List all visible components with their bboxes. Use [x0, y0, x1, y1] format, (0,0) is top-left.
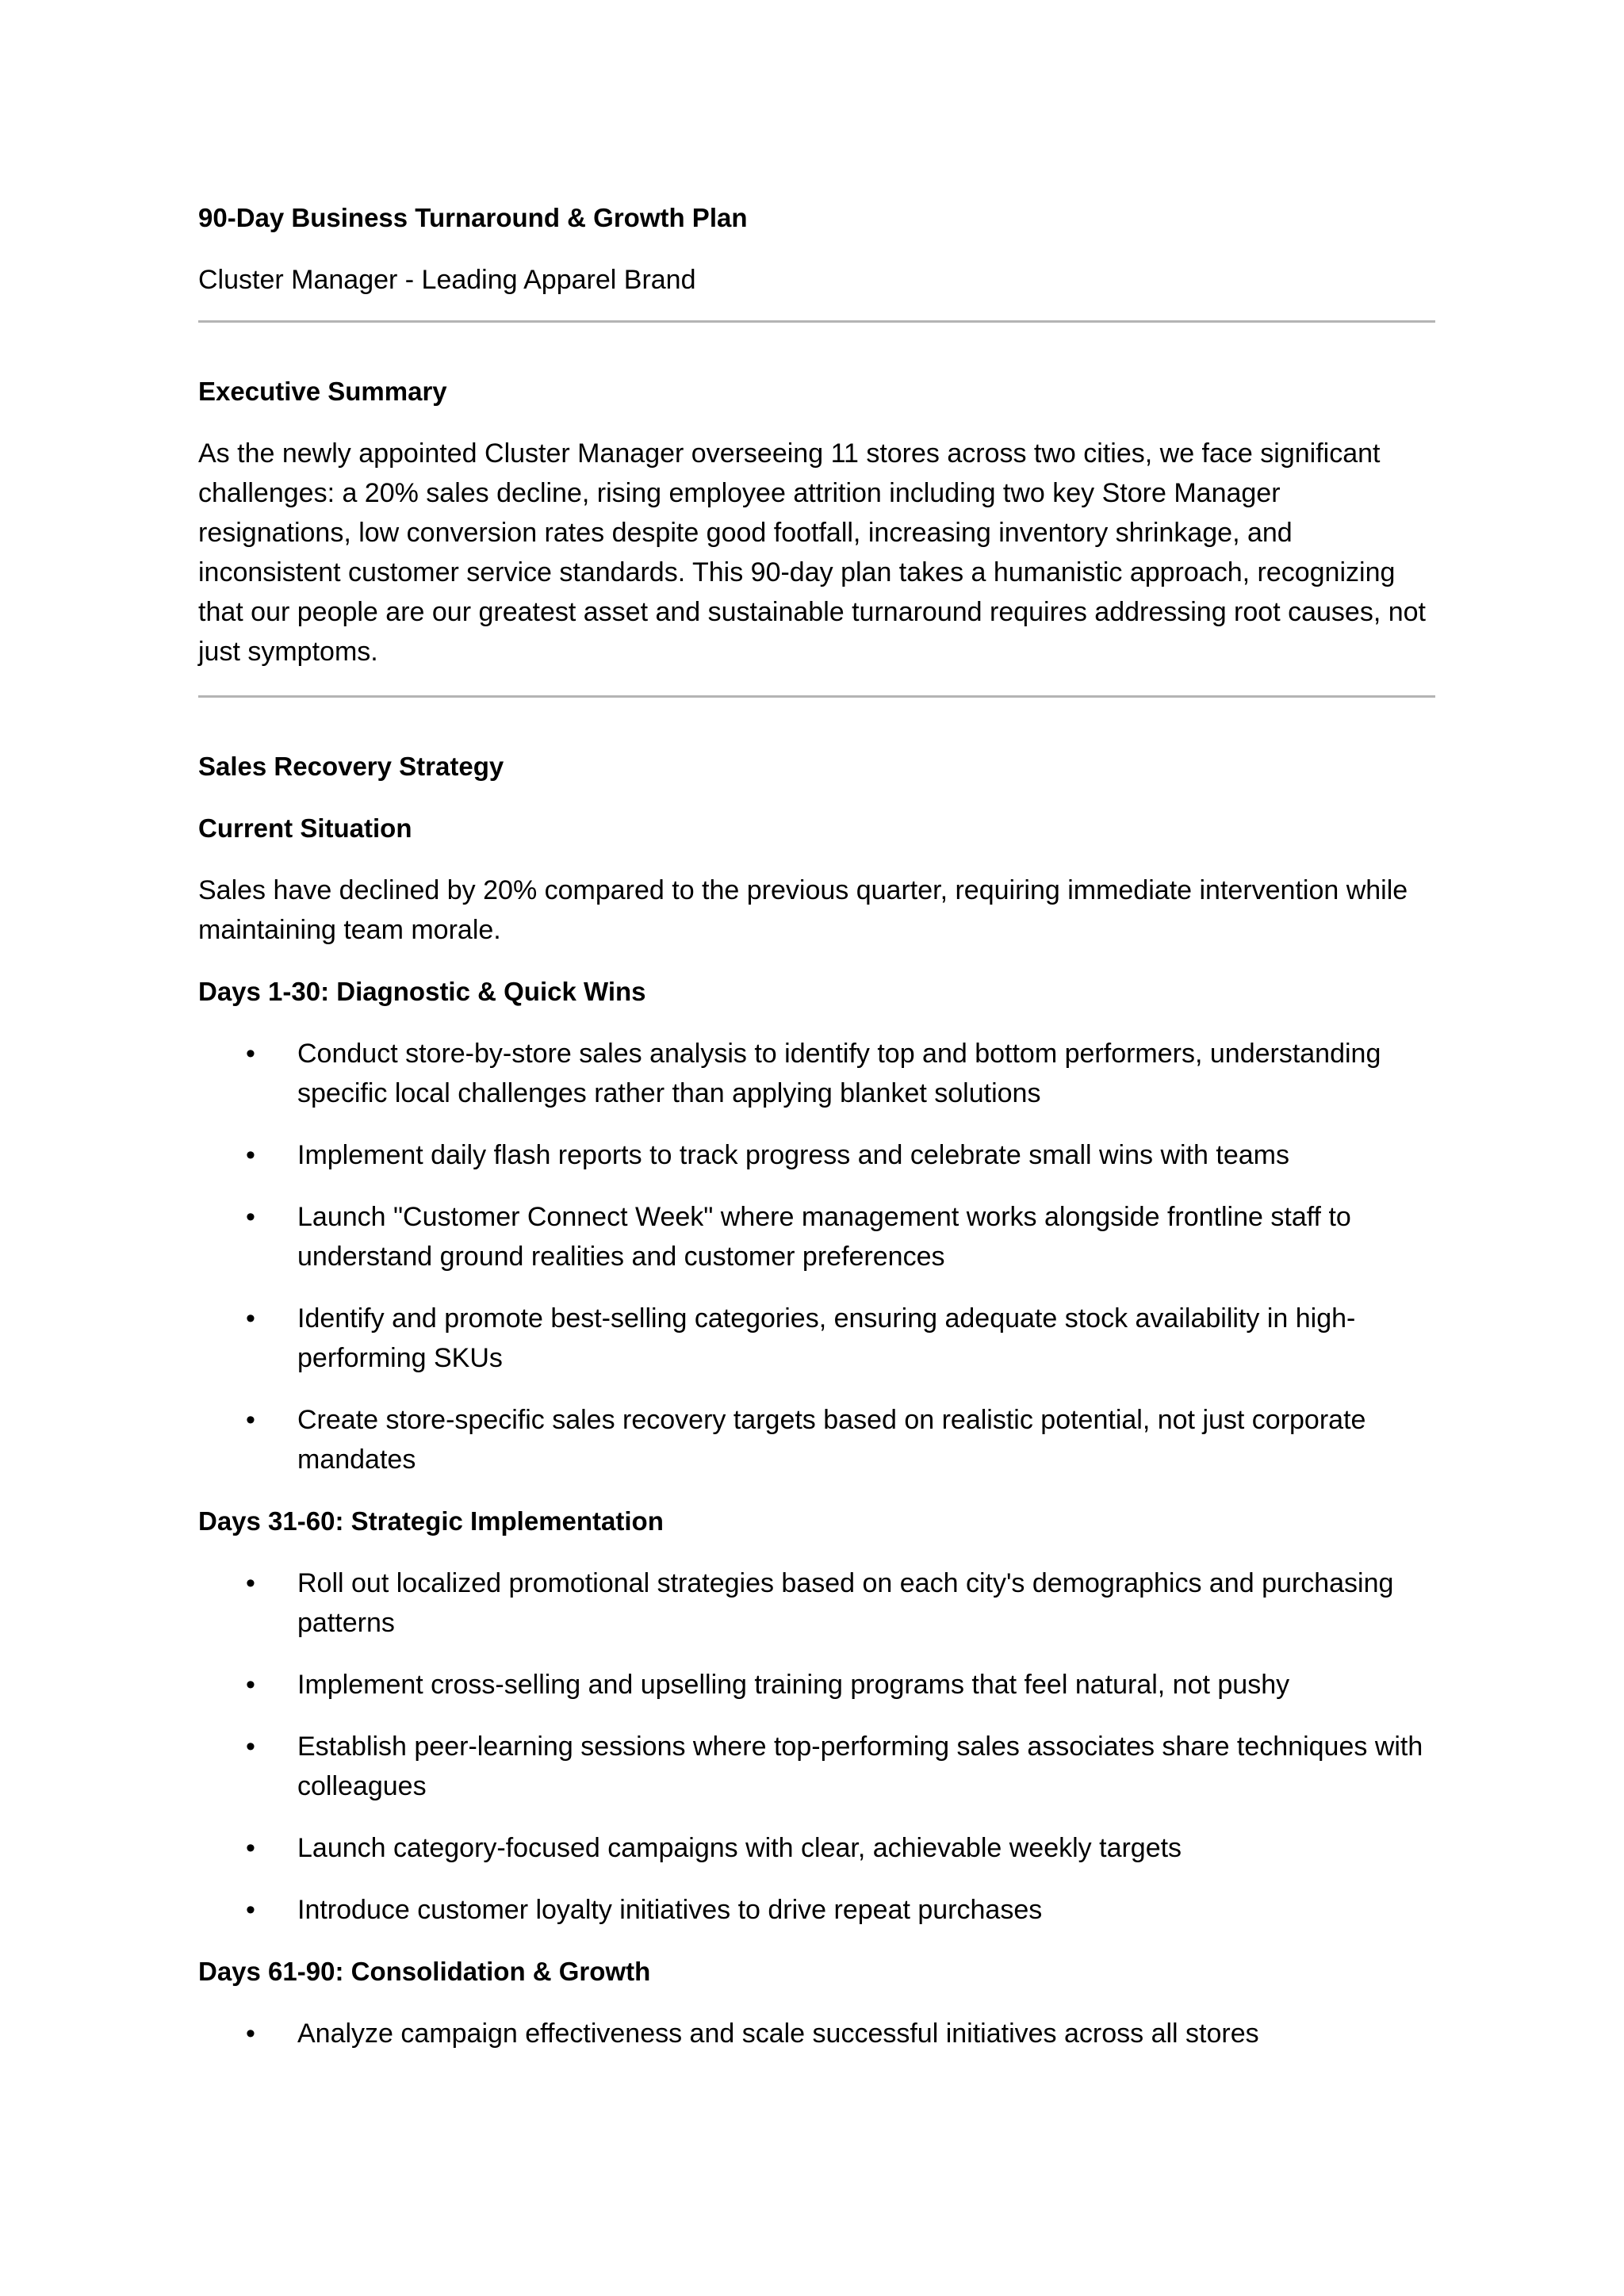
list-item-text: Conduct store-by-store sales analysis to identify top and bottom performers, understanding specific local challenges rather than applying blanket solutions	[297, 1039, 1381, 1108]
list-item	[198, 1563, 1435, 1643]
list-item-text: Roll out localized promotional strategies based on each city's demographics and purchasing patterns	[297, 1568, 1394, 1638]
list-item	[198, 1299, 1435, 1378]
divider	[198, 695, 1435, 698]
document-page	[198, 198, 1435, 2053]
sales-recovery-heading: Sales Recovery Strategy	[198, 752, 504, 781]
list-item	[198, 1400, 1435, 1479]
executive-summary-text: As the newly appointed Cluster Manager overseeing 11 stores across two cities, we face significant challenges: a 20% sales decline, rising employee attrition including two key Store Manager resignations, low conversion rates despite good footfall, increasing inventory shrinkage, and inconsistent customer service standards. This 90-day plan takes a humanistic approach, recognizing that our people are our greatest asset and sustainable turnaround requires addressing root causes, not just symptoms.	[198, 438, 1426, 667]
list-item	[198, 1034, 1435, 1113]
current-situation-heading: Current Situation	[198, 813, 412, 843]
phase1-heading: Days 1-30: Diagnostic & Quick Wins	[198, 977, 646, 1006]
phase3-heading: Days 61-90: Consolidation & Growth	[198, 1957, 651, 1986]
document-title: 90-Day Business Turnaround & Growth Plan	[198, 203, 748, 232]
list-item	[198, 1890, 1435, 1930]
list-item-text: Establish peer-learning sessions where top-performing sales associates share techniques with colleagues	[297, 1732, 1423, 1801]
current-situation-text: Sales have declined by 20% compared to the previous quarter, requiring immediate intervention while maintaining team morale.	[198, 875, 1408, 945]
list-item	[198, 1197, 1435, 1276]
list-item	[198, 2014, 1435, 2053]
bullet-icon: •	[246, 1670, 255, 1700]
divider	[198, 320, 1435, 323]
list-item-text: Launch category-focused campaigns with clear, achievable weekly targets	[297, 1833, 1182, 1863]
bullet-icon: •	[246, 1833, 255, 1863]
list-item-text: Launch "Customer Connect Week" where management works alongside frontline staff to understand ground realities and customer preferences	[297, 1202, 1351, 1272]
bullet-icon: •	[246, 1039, 255, 1069]
bullet-icon: •	[246, 1895, 255, 1925]
bullet-icon: •	[246, 1568, 255, 1598]
list-item	[198, 1135, 1435, 1175]
list-item-text: Identify and promote best-selling categories, ensuring adequate stock availability in high-performing SKUs	[297, 1303, 1356, 1373]
list-item	[198, 1828, 1435, 1868]
bullet-icon: •	[246, 1405, 255, 1435]
list-item-text: Implement daily flash reports to track progress and celebrate small wins with teams	[297, 1140, 1289, 1170]
list-item-text: Analyze campaign effectiveness and scale successful initiatives across all stores	[297, 2019, 1259, 2049]
phase3-list	[198, 2014, 1435, 2053]
bullet-icon: •	[246, 1732, 255, 1762]
bullet-icon: •	[246, 1202, 255, 1232]
list-item	[198, 1727, 1435, 1806]
phase2-heading: Days 31-60: Strategic Implementation	[198, 1506, 664, 1536]
list-item-text: Introduce customer loyalty initiatives to drive repeat purchases	[297, 1895, 1043, 1925]
bullet-icon: •	[246, 1140, 255, 1170]
executive-summary-heading: Executive Summary	[198, 377, 447, 406]
bullet-icon: •	[246, 1303, 255, 1334]
phase2-list	[198, 1563, 1435, 1930]
document-subtitle: Cluster Manager - Leading Apparel Brand	[198, 265, 696, 295]
list-item	[198, 1665, 1435, 1705]
phase1-list	[198, 1034, 1435, 1479]
list-item-text: Create store-specific sales recovery targets based on realistic potential, not just corporate mandates	[297, 1405, 1366, 1475]
list-item-text: Implement cross-selling and upselling training programs that feel natural, not pushy	[297, 1670, 1290, 1700]
bullet-icon: •	[246, 2019, 255, 2049]
